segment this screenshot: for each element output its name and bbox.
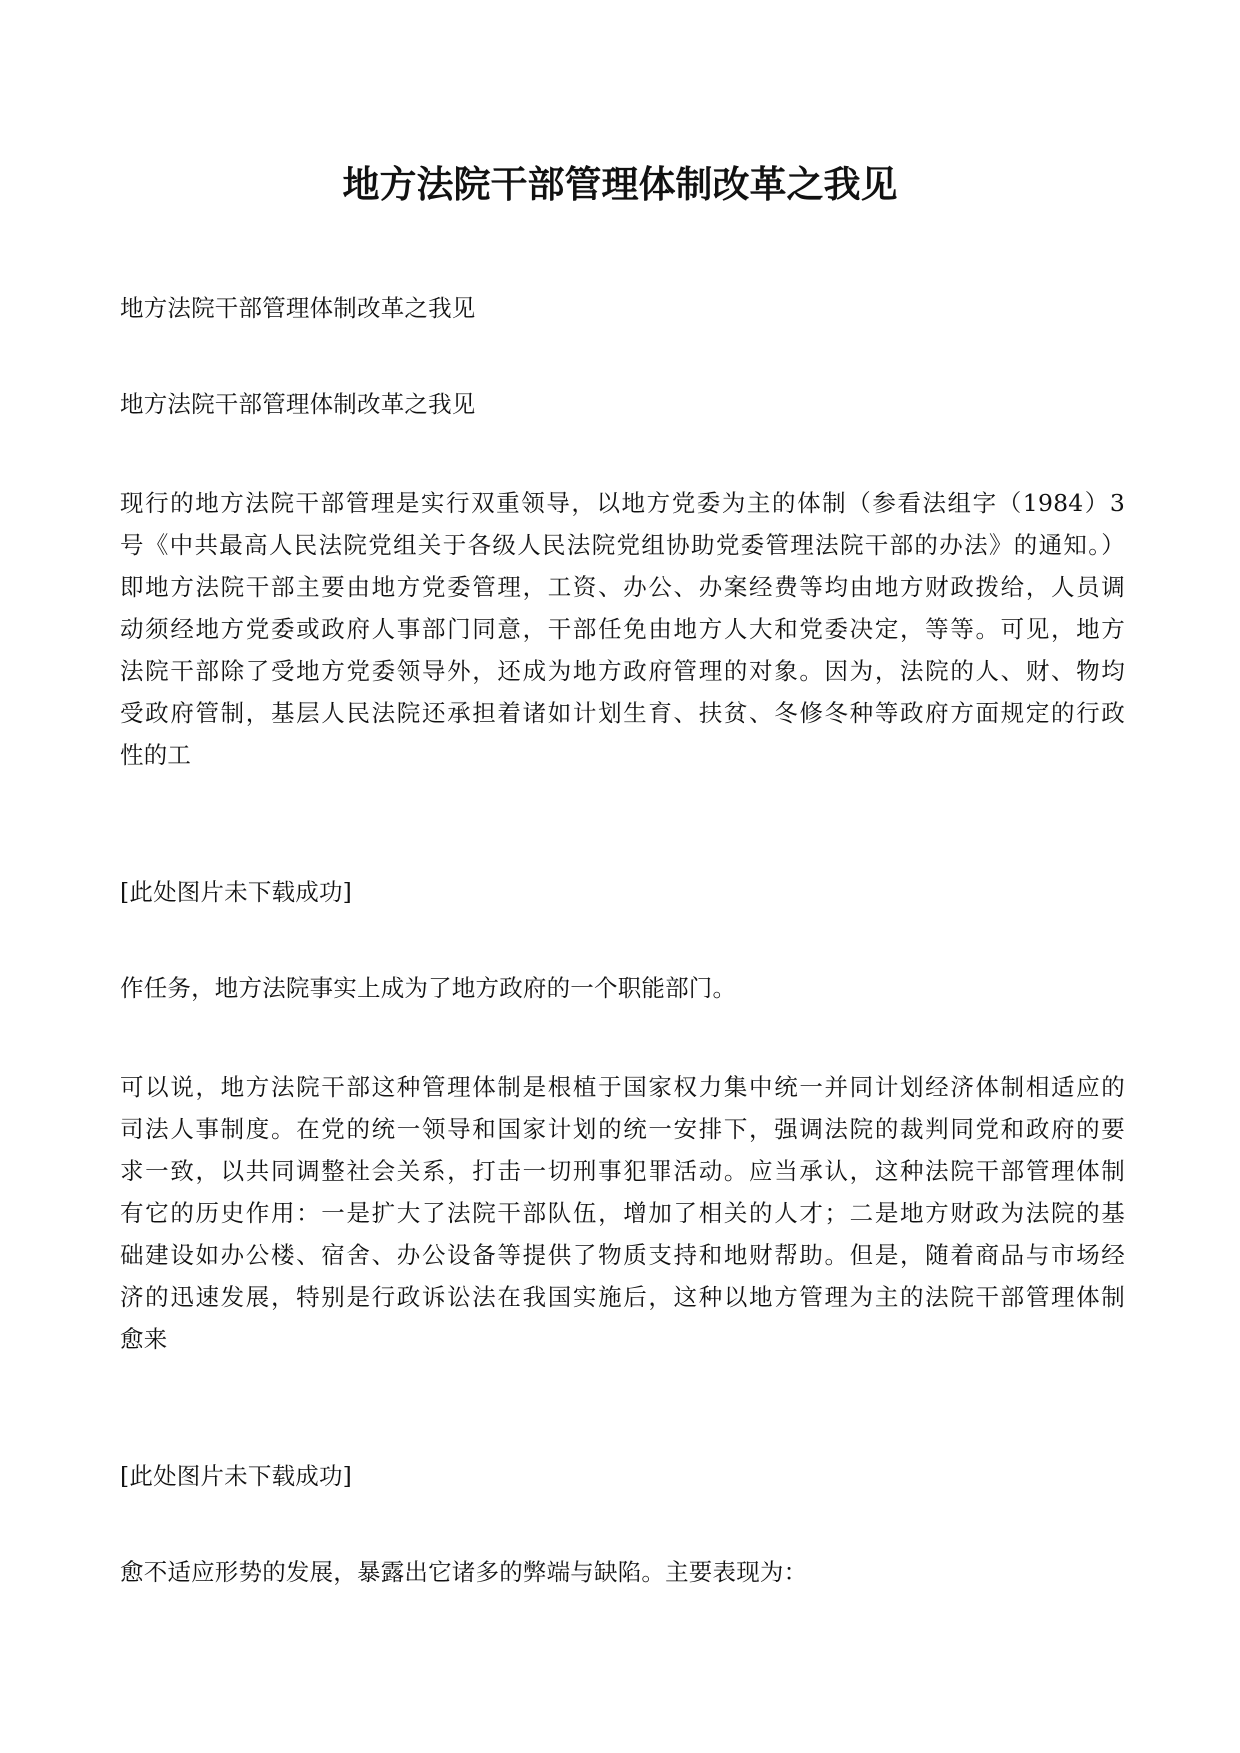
paragraph-continuation: 作任务，地方法院事实上成为了地方政府的一个职能部门。 [120,974,737,1002]
text-line: 即地方法院干部主要由地方党委管理，工资、办公、办案经费等均由地方财政拨给，人员调 [120,573,1125,601]
document-title: 地方法院干部管理体制改革之我见 [342,162,898,206]
text-line: 可以说，地方法院干部这种管理体制是根植于国家权力集中统一并同计划经济体制相适应的 [120,1073,1125,1101]
subtitle-line: 地方法院干部管理体制改革之我见 [120,294,476,322]
image-placeholder: [此处图片未下载成功] [120,878,353,906]
paragraph-current-system [120,482,1125,776]
text-line: 济的迅速发展，特别是行政诉讼法在我国实施后，这种以地方管理为主的法院干部管理体制 [120,1283,1125,1311]
text-line: 础建设如办公楼、宿舍、办公设备等提供了物质支持和地财帮助。但是，随着商品与市场经 [120,1241,1125,1269]
text-line: 法院干部除了受地方党委领导外，还成为地方政府管理的对象。因为，法院的人、财、物均 [120,657,1125,685]
text-line: 受政府管制，基层人民法院还承担着诸如计划生育、扶贫、冬修冬种等政府方面规定的行政 [120,699,1125,727]
image-placeholder: [此处图片未下载成功] [120,1462,353,1490]
text-line: 号《中共最高人民法院党组关于各级人民法院党组协助党委管理法院干部的办法》的通知。） [120,531,1125,559]
text-line: 动须经地方党委或政府人事部门同意，干部任免由地方人大和党委决定，等等。可见，地方 [120,615,1125,643]
text-line: 有它的历史作用：一是扩大了法院干部队伍，增加了相关的人才；二是地方财政为法院的基 [120,1199,1125,1227]
text-line: 现行的地方法院干部管理是实行双重领导，以地方党委为主的体制（参看法组字（1984）3 [120,489,1125,517]
text-line: 司法人事制度。在党的统一领导和国家计划的统一安排下，强调法院的裁判同党和政府的要 [120,1115,1125,1143]
text-line: 性的工 [120,741,192,769]
paragraph-historical-role [120,1066,1125,1360]
subtitle-line-repeat: 地方法院干部管理体制改革之我见 [120,390,476,418]
paragraph-drawbacks-intro: 愈不适应形势的发展，暴露出它诸多的弊端与缺陷。主要表现为： [120,1558,808,1586]
text-line: 愈来 [120,1325,168,1353]
text-line: 求一致，以共同调整社会关系，打击一切刑事犯罪活动。应当承认，这种法院干部管理体制 [120,1157,1125,1185]
